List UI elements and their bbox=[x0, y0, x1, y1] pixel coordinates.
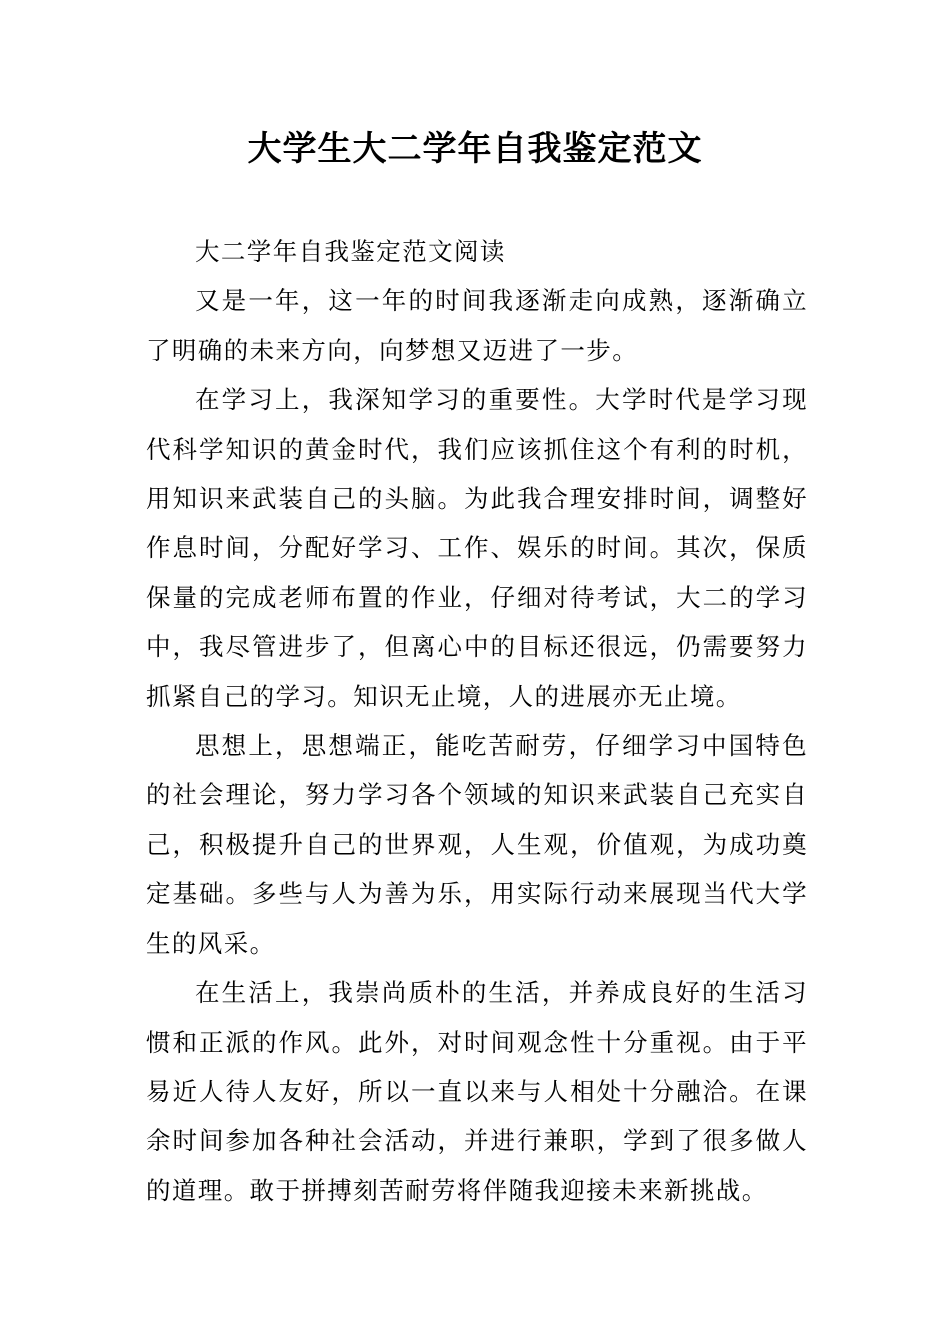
paragraph-study: 在学习上，我深知学习的重要性。大学时代是学习现代科学知识的黄金时代，我们应该抓住这个有利的时机，用知识来武装自己的头脑。为此我合理安排时间，调整好作息时间，分配好学习、工作、娱乐的时间。其次，保质保量的完成老师布置的作业，仔细对待考试，大二的学习中，我尽管进步了，但离心中的目标还很远，仍需要努力抓紧自己的学习。知识无止境，人的进展亦无止境。 bbox=[146, 385, 808, 711]
paragraph-thought: 思想上，思想端正，能吃苦耐劳，仔细学习中国特色的社会理论，努力学习各个领域的知识来武装自己充实自己，积极提升自己的世界观，人生观，价值观，为成功奠定基础。多些与人为善为乐，用实际行动来展现当代大学生的风采。 bbox=[146, 731, 808, 958]
document-body bbox=[146, 227, 808, 1215]
paragraph-opening: 又是一年，这一年的时间我逐渐走向成熟，逐渐确立了明确的未来方向，向梦想又迈进了一步。 bbox=[146, 286, 808, 365]
paragraph-life: 在生活上，我崇尚质朴的生活，并养成良好的生活习惯和正派的作风。此外，对时间观念性十分重视。由于平易近人待人友好，所以一直以来与人相处十分融洽。在课余时间参加各种社会活动，并进行兼职，学到了很多做人的道理。敢于拼搏刻苦耐劳将伴随我迎接未来新挑战。 bbox=[146, 978, 808, 1205]
paragraph-intro: 大二学年自我鉴定范文阅读 bbox=[195, 237, 506, 266]
document-title: 大学生大二学年自我鉴定范文 bbox=[247, 129, 703, 169]
